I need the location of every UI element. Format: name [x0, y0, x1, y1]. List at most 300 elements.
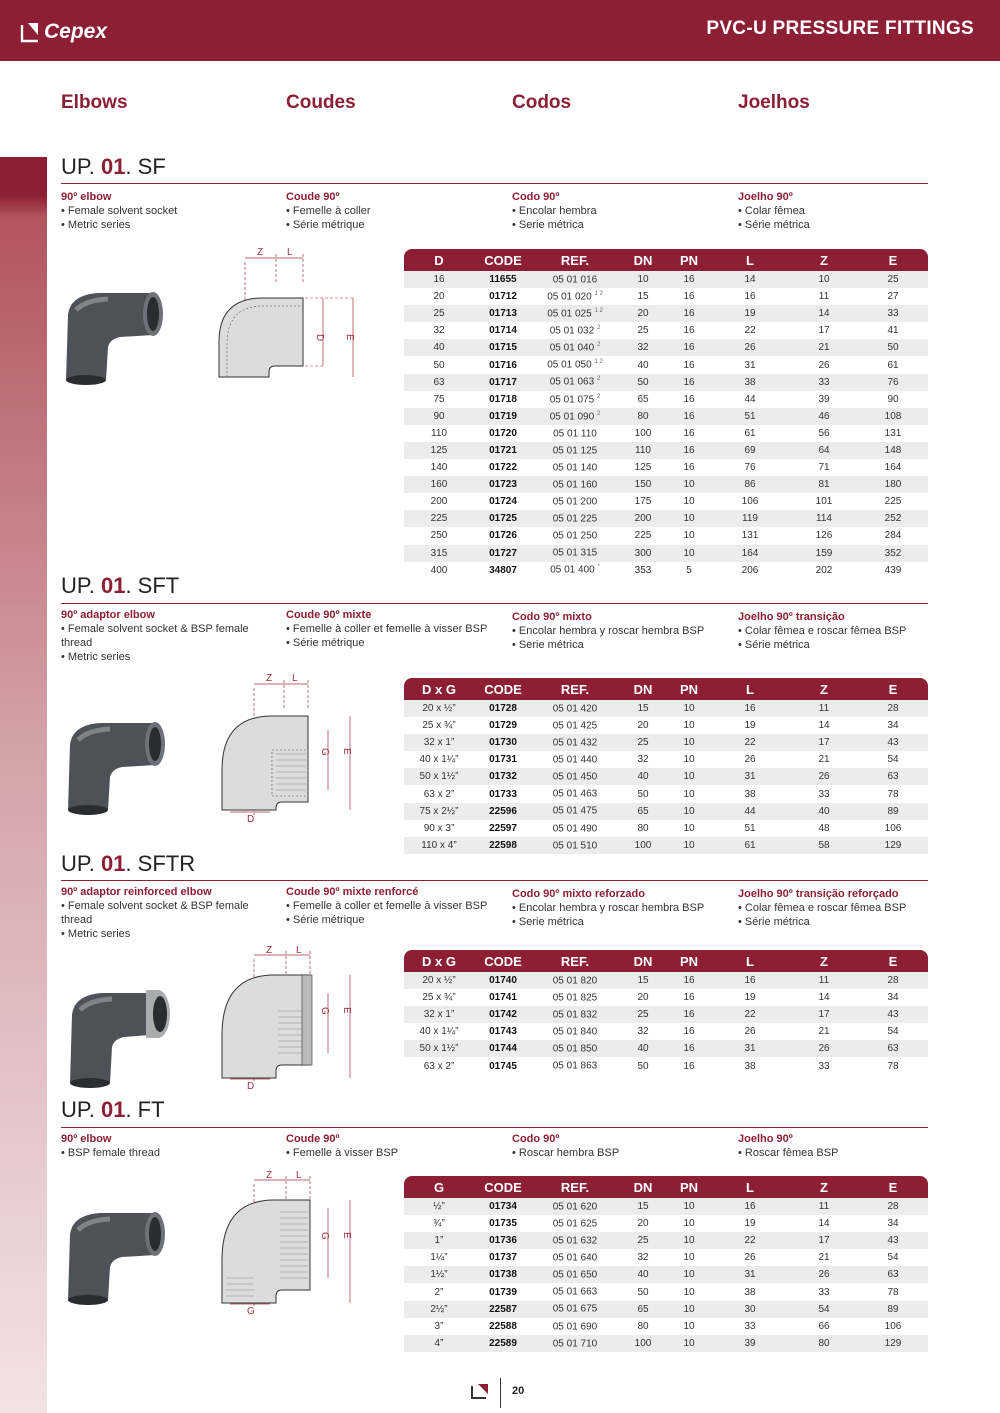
cell-ref: [532, 459, 618, 476]
dim-z-label: Z: [266, 945, 273, 956]
desc-title: 90º adaptor elbow: [61, 609, 155, 621]
cell-value: 48: [818, 822, 830, 834]
cell-value: 16: [683, 444, 695, 456]
cell-value: 61: [744, 839, 756, 851]
desc-title: 90º elbow: [61, 191, 112, 203]
desc-title: 90º elbow: [61, 1133, 112, 1145]
cell-d-x-g: [404, 768, 474, 785]
cell-value: 1¼”: [430, 1252, 448, 1264]
table-row: [404, 1215, 928, 1232]
cell-value: 01720: [489, 427, 517, 439]
cell-value: 05 01 063: [549, 376, 595, 388]
cell-value: 63: [887, 771, 899, 783]
cell-e: [858, 459, 928, 476]
cell-d: [404, 305, 474, 322]
table-row: [404, 545, 928, 562]
cell-value: 46: [818, 410, 830, 422]
cell-dn: [618, 527, 668, 544]
cell-pn: [668, 408, 710, 425]
cell-ref: [532, 1023, 618, 1040]
cell-dn: [618, 837, 668, 854]
cell-value: 164: [884, 462, 902, 474]
cell-e: [858, 288, 928, 305]
cell-value: 78: [887, 1060, 899, 1072]
cell-dn: [618, 425, 668, 442]
cell-pn: [668, 700, 710, 717]
cell-value: 250: [430, 530, 448, 542]
cell-l: [710, 700, 790, 717]
cell-l: [710, 425, 790, 442]
cepex-logo-icon: [20, 21, 40, 43]
cell-value: 05 01 432: [552, 737, 598, 749]
cell-d-x-g: [404, 785, 474, 802]
cell-value: 22: [744, 737, 756, 749]
cell-d: [404, 322, 474, 339]
cell-pn: [668, 989, 710, 1006]
cell-ref: [532, 734, 618, 751]
cell-value: 54: [887, 1252, 899, 1264]
cell-code: [474, 1335, 532, 1352]
column-header: CODE: [474, 1176, 532, 1198]
cell-d: [404, 562, 474, 579]
cell-value: 33: [818, 1286, 830, 1298]
cell-z: [790, 1023, 858, 1040]
cell-value: 225: [884, 496, 902, 508]
table-header-row: [404, 249, 928, 271]
cell-value: 58: [818, 839, 830, 851]
cell-ref: [532, 374, 618, 391]
cell-value: 54: [818, 1303, 830, 1315]
cell-value: 10: [683, 805, 695, 817]
cell-pn: [668, 391, 710, 408]
desc-title: Coude 90º: [286, 191, 340, 203]
cell-value: 100: [634, 839, 652, 851]
table-row: [404, 768, 928, 785]
cell-value: 05 01 650: [552, 1269, 598, 1281]
cell-dn: [618, 768, 668, 785]
table-row: [404, 1301, 928, 1318]
desc-spanish: [512, 1132, 722, 1160]
cell-value: 05 01 090: [549, 410, 595, 422]
cell-d-x-g: [404, 837, 474, 854]
cell-dn: [618, 820, 668, 837]
cell-code: [474, 562, 532, 579]
cell-value: 38: [744, 1060, 756, 1072]
cell-ref: [532, 510, 618, 527]
column-header: CODE: [474, 950, 532, 972]
cell-value: 106: [741, 496, 759, 508]
cell-e: [858, 493, 928, 510]
cell-value: 110: [635, 444, 651, 456]
cell-value: 05 01 450: [552, 771, 598, 783]
cell-pn: [668, 1232, 710, 1249]
cell-l: [710, 1040, 790, 1057]
cell-code: [474, 1301, 532, 1318]
section-divider: [61, 1127, 928, 1128]
cell-code: [474, 425, 532, 442]
cell-value: 108: [884, 410, 902, 422]
cell-value: 05 01 425: [552, 720, 598, 732]
desc-portuguese: [738, 1132, 948, 1160]
desc-line: • Serie métrica: [512, 916, 584, 928]
cell-l: [710, 1335, 790, 1352]
cell-value: 51: [744, 822, 756, 834]
cell-z: [790, 356, 858, 373]
cell-value: 01716: [489, 359, 517, 371]
dim-z-label: Z: [266, 673, 273, 684]
cell-value: 16: [683, 427, 695, 439]
elbow-photo: [60, 705, 185, 815]
column-header: L: [710, 249, 790, 271]
cell-l: [710, 545, 790, 562]
cell-ref: [532, 271, 618, 288]
column-header: REF.: [532, 1176, 618, 1198]
cell-value: 148: [884, 444, 902, 456]
cell-value: 129: [884, 1337, 902, 1349]
desc-line: • Encolar hembra: [512, 205, 597, 217]
cell-dn: [618, 476, 668, 493]
cell-z: [790, 1040, 858, 1057]
table-row: [404, 425, 928, 442]
cell-value: 01739: [489, 1286, 517, 1298]
cell-z: [790, 700, 858, 717]
cell-value: 32: [637, 1252, 649, 1264]
cell-value: 01734: [489, 1201, 517, 1213]
desc-english: [61, 1132, 271, 1160]
table-row: [404, 459, 928, 476]
cell-value: 26: [818, 1043, 830, 1055]
side-accent-bar: [0, 157, 47, 1413]
cell-dn: [618, 1232, 668, 1249]
cell-ref: [532, 1335, 618, 1352]
table-row: [404, 322, 928, 339]
cell-ref: [532, 442, 618, 459]
cell-value: 31: [744, 1269, 756, 1281]
cell-value: 14: [818, 992, 830, 1004]
cell-code: [474, 1249, 532, 1266]
cell-value: 2”: [434, 1286, 444, 1298]
cell-value: 05 01 620: [552, 1201, 598, 1213]
cell-z: [790, 459, 858, 476]
desc-line: • Série métrica: [738, 639, 810, 651]
cell-value: 34: [887, 1218, 899, 1230]
dim-v1-label: G: [319, 748, 330, 756]
cell-value: 01721: [489, 444, 517, 456]
cell-value: 20: [637, 720, 649, 732]
cell-code: [474, 717, 532, 734]
page-title: PVC-U PRESSURE FITTINGS: [706, 18, 974, 39]
cell-l: [710, 510, 790, 527]
cell-code: [474, 1006, 532, 1023]
cell-code: [474, 1057, 532, 1074]
column-header: E: [858, 678, 928, 700]
cell-l: [710, 1215, 790, 1232]
cell-value: 10: [683, 1303, 695, 1315]
cell-ref: [532, 785, 618, 802]
cell-l: [710, 391, 790, 408]
cell-code: [474, 700, 532, 717]
cell-value: 10: [683, 754, 695, 766]
cell-dn: [618, 1318, 668, 1335]
heading-spanish: Codos: [512, 92, 572, 113]
brand-logo[interactable]: [20, 20, 107, 44]
cell-value: 26: [818, 359, 830, 371]
cell-z: [790, 1198, 858, 1215]
cell-value: 126: [815, 530, 833, 542]
cell-value: 78: [887, 788, 899, 800]
cell-value: 05 01 160: [552, 479, 598, 491]
cell-dn: [618, 391, 668, 408]
cell-z: [790, 442, 858, 459]
footnote-marker: *: [597, 564, 600, 571]
cell-value: 05 01 420: [552, 703, 598, 715]
cell-l: [710, 1232, 790, 1249]
cell-value: 10: [683, 513, 695, 525]
cell-value: 11655: [489, 274, 517, 286]
cell-value: 01732: [489, 771, 517, 783]
cell-value: 17: [818, 1235, 830, 1247]
desc-spanish: [512, 610, 722, 652]
cell-e: [858, 803, 928, 820]
column-header: D: [404, 249, 474, 271]
cell-dn: [618, 1266, 668, 1283]
cell-value: 3”: [434, 1320, 444, 1332]
cell-value: 05 01 850: [552, 1043, 598, 1055]
dim-z-label: Z: [257, 247, 264, 258]
cell-value: 05 01 040: [549, 342, 595, 354]
cell-pn: [668, 717, 710, 734]
desc-line: • Metric series: [61, 928, 131, 940]
section-divider: [61, 880, 928, 881]
cell-g: [404, 1266, 474, 1283]
cell-value: 10: [818, 274, 830, 286]
cell-code: [474, 288, 532, 305]
desc-line: • Femelle à coller et femelle à visser BSP: [286, 623, 488, 635]
cell-dn: [618, 700, 668, 717]
table-row: [404, 1023, 928, 1040]
cell-value: 05 01 050: [547, 359, 592, 371]
cell-value: 106: [884, 1320, 902, 1332]
cell-d-x-g: [404, 820, 474, 837]
cell-value: 75: [433, 393, 445, 405]
cell-value: 16: [744, 703, 756, 715]
cell-l: [710, 322, 790, 339]
cell-value: 21: [818, 342, 830, 354]
cell-value: 05 01 025: [547, 308, 592, 320]
cell-value: 40: [637, 359, 649, 371]
desc-title: Joelho 90º transição reforçado: [738, 888, 899, 900]
cell-e: [858, 1266, 928, 1283]
cell-value: 05 01 200: [552, 496, 598, 508]
table-row: [404, 510, 928, 527]
cell-e: [858, 425, 928, 442]
cell-ref: [532, 562, 618, 579]
cell-z: [790, 837, 858, 854]
cell-value: 26: [818, 1269, 830, 1281]
cell-value: 10: [683, 496, 695, 508]
cell-l: [710, 751, 790, 768]
cell-ref: [532, 1057, 618, 1074]
cell-dn: [618, 374, 668, 391]
cell-g: [404, 1198, 474, 1215]
cell-value: 10: [683, 1337, 695, 1349]
desc-line: • Femelle à coller et femelle à visser BSP: [286, 900, 488, 912]
table-row: [404, 374, 928, 391]
cell-code: [474, 768, 532, 785]
cell-code: [474, 476, 532, 493]
cell-ref: [532, 425, 618, 442]
cell-ref: [532, 972, 618, 989]
cell-value: 50 x 1½”: [419, 1043, 459, 1055]
section-divider: [61, 603, 928, 604]
cell-value: 25 x ¾”: [422, 992, 456, 1004]
cell-value: 100: [634, 427, 652, 439]
cell-value: 41: [887, 325, 899, 337]
cell-e: [858, 408, 928, 425]
cell-pn: [668, 425, 710, 442]
cell-d: [404, 527, 474, 544]
cell-value: 11: [818, 703, 830, 715]
cell-l: [710, 1023, 790, 1040]
cell-ref: [532, 700, 618, 717]
cell-dn: [618, 803, 668, 820]
cell-value: 17: [818, 737, 830, 749]
cell-z: [790, 408, 858, 425]
cell-e: [858, 785, 928, 802]
cell-e: [858, 1198, 928, 1215]
cell-value: 01735: [489, 1218, 517, 1230]
cell-dn: [618, 972, 668, 989]
dimension-drawing: [210, 1168, 370, 1318]
cell-code: [474, 1283, 532, 1300]
cell-l: [710, 734, 790, 751]
cell-e: [858, 391, 928, 408]
cell-code: [474, 785, 532, 802]
cell-ref: [532, 1283, 618, 1300]
cell-value: 05 01 632: [552, 1235, 598, 1247]
cell-dn: [618, 734, 668, 751]
cell-z: [790, 493, 858, 510]
cell-ref: [532, 1040, 618, 1057]
cell-value: 80: [637, 822, 649, 834]
cell-value: 10: [683, 547, 695, 559]
cell-value: 01745: [489, 1060, 517, 1072]
cell-g: [404, 1249, 474, 1266]
cell-dn: [618, 751, 668, 768]
cell-e: [858, 751, 928, 768]
cell-value: 40: [433, 342, 445, 354]
cell-value: 61: [744, 427, 756, 439]
cell-value: 90: [433, 410, 445, 422]
cell-value: 01718: [489, 393, 517, 405]
cell-value: 14: [744, 274, 756, 286]
cell-dn: [618, 288, 668, 305]
table-row: [404, 820, 928, 837]
cell-pn: [668, 1249, 710, 1266]
cell-code: [474, 527, 532, 544]
cell-e: [858, 1301, 928, 1318]
cell-code: [474, 989, 532, 1006]
cell-value: 01714: [489, 325, 517, 337]
cell-z: [790, 305, 858, 322]
cell-value: 65: [637, 805, 649, 817]
column-header: Z: [790, 950, 858, 972]
cell-e: [858, 271, 928, 288]
cell-value: 300: [634, 547, 652, 559]
dim-z-label: Z: [266, 1170, 273, 1181]
cell-value: 11: [818, 291, 830, 303]
cell-value: 01728: [489, 703, 517, 715]
cell-value: 150: [634, 479, 652, 491]
desc-line: • Série métrica: [738, 916, 810, 928]
cell-value: 19: [744, 992, 756, 1004]
cell-ref: [532, 408, 618, 425]
column-header: REF.: [532, 678, 618, 700]
cell-d: [404, 288, 474, 305]
cell-value: 01715: [489, 342, 517, 354]
table-row: [404, 493, 928, 510]
cell-d: [404, 408, 474, 425]
cell-value: 05 01 400: [550, 564, 595, 576]
cell-value: 164: [741, 547, 759, 559]
cell-value: 39: [818, 393, 830, 405]
cell-value: 28: [887, 1201, 899, 1213]
desc-line: • Femelle à visser BSP: [286, 1147, 399, 1159]
cell-pn: [668, 768, 710, 785]
column-header: E: [858, 950, 928, 972]
cell-value: 131: [741, 530, 759, 542]
table-row: [404, 305, 928, 322]
cell-code: [474, 305, 532, 322]
table-row: [404, 1249, 928, 1266]
cell-pn: [668, 734, 710, 751]
cell-d: [404, 476, 474, 493]
table-row: [404, 700, 928, 717]
cell-value: 10: [683, 822, 695, 834]
table-row: [404, 442, 928, 459]
cell-value: 50: [637, 1060, 649, 1072]
cell-value: 10: [683, 1320, 695, 1332]
cell-code: [474, 545, 532, 562]
dim-l-label: L: [287, 247, 293, 258]
dim-l-label: L: [296, 945, 302, 956]
cell-ref: [532, 476, 618, 493]
heading-portuguese: Joelhos: [738, 92, 810, 113]
cell-value: 40: [637, 771, 649, 783]
cell-value: 05 01 110: [553, 428, 597, 440]
cell-value: 10: [683, 530, 695, 542]
cell-value: 125: [634, 462, 652, 474]
cell-ref: [532, 339, 618, 356]
cell-l: [710, 785, 790, 802]
cell-e: [858, 700, 928, 717]
cell-value: 19: [744, 1218, 756, 1230]
cell-code: [474, 391, 532, 408]
cell-dn: [618, 1301, 668, 1318]
cell-value: 05 01 510: [552, 839, 598, 851]
cell-value: 05 01 675: [552, 1303, 598, 1315]
cell-value: 101: [815, 496, 833, 508]
cell-e: [858, 717, 928, 734]
cell-pn: [668, 1198, 710, 1215]
cell-value: 20: [637, 308, 649, 320]
desc-french: [286, 608, 496, 650]
cell-z: [790, 1335, 858, 1352]
cell-value: ¾”: [433, 1218, 445, 1230]
cell-dn: [618, 1215, 668, 1232]
cell-ref: [532, 717, 618, 734]
cell-l: [710, 803, 790, 820]
